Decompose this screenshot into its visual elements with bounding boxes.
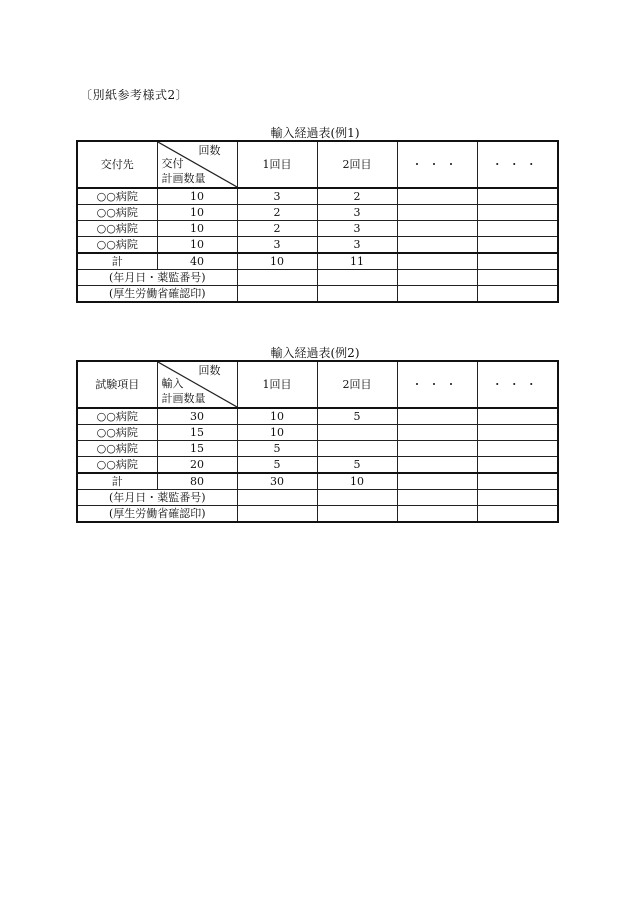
total-row [77,253,558,270]
total-row [77,473,558,490]
date-row [77,490,558,506]
import-progress-table-1 [76,140,559,303]
confirm-label: (厚生労働省確認印) [77,506,237,523]
empty-cell [237,506,317,523]
import-progress-table-2 [76,360,559,523]
diag-mid-label: 交付 [161,157,184,170]
empty-cell [397,425,477,441]
row-plan: 10 [157,221,237,237]
empty-cell [477,188,558,205]
reference-label: 〔別紙参考様式2〕 [80,88,189,102]
diag-top-label: 回数 [198,144,221,157]
row-name: ○○病院 [77,221,157,237]
empty-cell [477,490,558,506]
empty-cell [477,286,558,303]
empty-cell [317,490,397,506]
row-name: ○○病院 [77,205,157,221]
total-r2: 11 [317,253,397,270]
row-name: ○○病院 [77,425,157,441]
table-row [77,457,558,474]
corner-label: 交付先 [77,141,157,188]
empty-cell [317,506,397,523]
empty-cell [397,506,477,523]
empty-cell [397,457,477,474]
empty-cell [237,286,317,303]
empty-cell [477,221,558,237]
empty-cell [237,270,317,286]
diag-top-label: 回数 [198,364,221,377]
diagonal-header-cell [157,361,237,408]
col-header-3: ・・・ [397,361,477,408]
row-name: ○○病院 [77,237,157,254]
empty-cell [397,473,477,490]
row-r2 [317,441,397,457]
table-header-row [77,361,558,408]
col-header-2: 2回目 [317,141,397,188]
row-plan: 15 [157,425,237,441]
total-r1: 10 [237,253,317,270]
total-r2: 10 [317,473,397,490]
empty-cell [397,188,477,205]
date-row [77,270,558,286]
row-name: ○○病院 [77,408,157,425]
date-label: (年月日・薬監番号) [77,270,237,286]
corner-label: 試験項目 [77,361,157,408]
empty-cell [397,441,477,457]
row-r2: 5 [317,408,397,425]
empty-cell [477,506,558,523]
row-r1: 10 [237,425,317,441]
row-r1: 3 [237,237,317,254]
row-plan: 15 [157,441,237,457]
col-header-1: 1回目 [237,361,317,408]
diag-bottom-label: 計画数量 [161,392,206,405]
empty-cell [397,221,477,237]
row-r2: 3 [317,205,397,221]
row-plan: 20 [157,457,237,474]
total-label: 計 [77,473,157,490]
table-row [77,441,558,457]
empty-cell [317,270,397,286]
row-r2: 2 [317,188,397,205]
row-r1: 2 [237,221,317,237]
table2-caption: 輸入経過表(例2) [270,346,360,360]
table-row [77,408,558,425]
col-header-2: 2回目 [317,361,397,408]
table1-caption: 輸入経過表(例1) [270,126,360,140]
row-plan: 10 [157,188,237,205]
empty-cell [397,408,477,425]
table-row [77,237,558,254]
row-r1: 3 [237,188,317,205]
empty-cell [477,425,558,441]
total-r1: 30 [237,473,317,490]
col-header-4: ・・・ [477,141,558,188]
empty-cell [477,205,558,221]
empty-cell [237,490,317,506]
row-r2 [317,425,397,441]
row-plan: 10 [157,237,237,254]
empty-cell [477,237,558,254]
empty-cell [477,408,558,425]
confirm-row [77,286,558,303]
total-label: 計 [77,253,157,270]
row-plan: 30 [157,408,237,425]
row-name: ○○病院 [77,441,157,457]
table-row [77,425,558,441]
diag-bottom-label: 計画数量 [161,172,206,185]
empty-cell [477,253,558,270]
row-name: ○○病院 [77,188,157,205]
row-r1: 10 [237,408,317,425]
empty-cell [477,457,558,474]
row-r2: 3 [317,237,397,254]
empty-cell [397,270,477,286]
date-label: (年月日・薬監番号) [77,490,237,506]
empty-cell [397,490,477,506]
row-plan: 10 [157,205,237,221]
table-header-row [77,141,558,188]
total-plan: 80 [157,473,237,490]
empty-cell [397,253,477,270]
empty-cell [397,237,477,254]
confirm-label: (厚生労働省確認印) [77,286,237,303]
empty-cell [477,473,558,490]
row-name: ○○病院 [77,457,157,474]
row-r1: 5 [237,441,317,457]
row-r2: 3 [317,221,397,237]
col-header-3: ・・・ [397,141,477,188]
col-header-4: ・・・ [477,361,558,408]
empty-cell [317,286,397,303]
empty-cell [397,205,477,221]
table-row [77,221,558,237]
col-header-1: 1回目 [237,141,317,188]
total-plan: 40 [157,253,237,270]
confirm-row [77,506,558,523]
table-row [77,188,558,205]
row-r1: 2 [237,205,317,221]
empty-cell [397,286,477,303]
diagonal-header-cell [157,141,237,188]
row-r2: 5 [317,457,397,474]
diag-mid-label: 輸入 [161,377,184,390]
table-row [77,205,558,221]
empty-cell [477,441,558,457]
empty-cell [477,270,558,286]
row-r1: 5 [237,457,317,474]
